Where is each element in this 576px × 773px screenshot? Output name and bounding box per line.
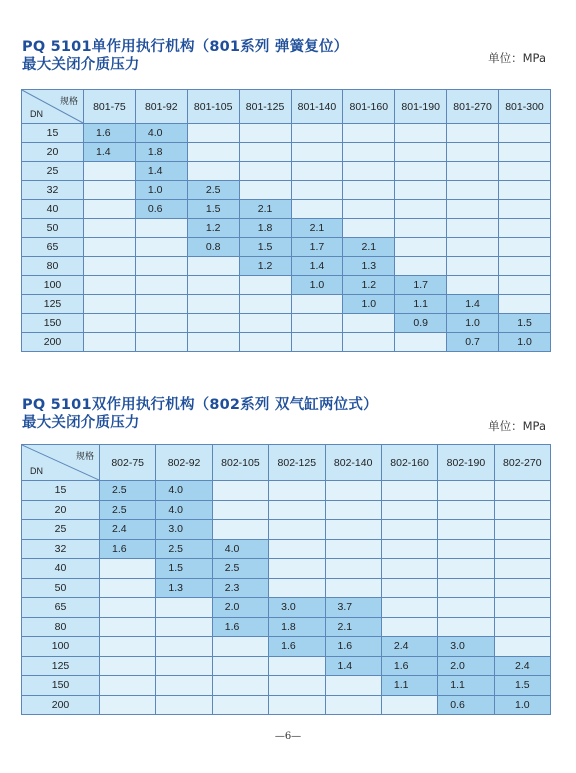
- pressure-cell: 0.6: [438, 695, 494, 715]
- pressure-cell: [187, 124, 239, 143]
- table-row: [22, 276, 551, 295]
- pressure-cell: 1.5: [499, 314, 551, 333]
- column-header: 802-140: [325, 445, 381, 481]
- pressure-cell: [187, 276, 239, 295]
- pressure-cell: 1.5: [156, 559, 212, 579]
- pressure-cell: 3.0: [269, 598, 325, 618]
- pressure-cell: [395, 238, 447, 257]
- pressure-cell: 1.3: [156, 578, 212, 598]
- pressure-cell: [135, 238, 187, 257]
- pressure-cell: 2.0: [438, 656, 494, 676]
- pressure-cell: 1.4: [291, 257, 343, 276]
- dn-cell: 125: [22, 656, 100, 676]
- column-header: 802-105: [212, 445, 268, 481]
- table-header-row: [22, 90, 551, 124]
- pressure-cell: [135, 219, 187, 238]
- pressure-cell: [447, 143, 499, 162]
- pressure-cell: 1.2: [187, 219, 239, 238]
- pressure-cell: [447, 124, 499, 143]
- pressure-cell: [269, 520, 325, 540]
- pressure-cell: [494, 598, 550, 618]
- pressure-cell: [325, 539, 381, 559]
- pressure-cell: [343, 162, 395, 181]
- pressure-cell: [135, 314, 187, 333]
- section2-pressure-table: [21, 444, 551, 715]
- pressure-cell: [499, 200, 551, 219]
- pressure-cell: [84, 295, 136, 314]
- pressure-cell: [212, 500, 268, 520]
- pressure-cell: [100, 598, 156, 618]
- corner-spec-label: 规格: [75, 451, 94, 461]
- pressure-cell: [84, 333, 136, 352]
- column-header: 802-160: [381, 445, 437, 481]
- pressure-cell: [269, 539, 325, 559]
- table-row: [22, 617, 551, 637]
- page-number: —6—: [274, 731, 302, 742]
- table-row: [22, 656, 551, 676]
- pressure-cell: [100, 637, 156, 657]
- pressure-cell: [269, 676, 325, 696]
- table-row: [22, 200, 551, 219]
- pressure-cell: [84, 238, 136, 257]
- pressure-cell: [187, 314, 239, 333]
- pressure-cell: [499, 143, 551, 162]
- pressure-cell: [156, 695, 212, 715]
- column-header: 801-300: [499, 90, 551, 124]
- pressure-cell: 2.5: [156, 539, 212, 559]
- pressure-cell: [291, 181, 343, 200]
- pressure-cell: [239, 162, 291, 181]
- pressure-cell: [156, 637, 212, 657]
- column-header: 801-140: [291, 90, 343, 124]
- pressure-cell: 2.4: [100, 520, 156, 540]
- pressure-cell: [325, 559, 381, 579]
- pressure-cell: [135, 276, 187, 295]
- pressure-cell: 1.0: [447, 314, 499, 333]
- pressure-cell: [395, 200, 447, 219]
- section1-title-line1: PQ 5101单作用执行机构（801系列 弹簧复位）: [22, 39, 349, 55]
- pressure-cell: [447, 219, 499, 238]
- pressure-cell: 1.1: [438, 676, 494, 696]
- pressure-cell: [499, 124, 551, 143]
- pressure-cell: [499, 181, 551, 200]
- pressure-cell: [381, 598, 437, 618]
- dn-cell: 150: [22, 676, 100, 696]
- pressure-cell: [239, 143, 291, 162]
- pressure-cell: [239, 314, 291, 333]
- table-row: [22, 539, 551, 559]
- section2-title-line2: 最大关闭介质压力: [22, 415, 140, 431]
- dn-cell: 25: [22, 520, 100, 540]
- pressure-cell: [381, 578, 437, 598]
- table-row: [22, 219, 551, 238]
- pressure-cell: 1.3: [343, 257, 395, 276]
- dn-cell: 32: [22, 539, 100, 559]
- pressure-cell: 1.2: [239, 257, 291, 276]
- corner-header-cell: [22, 445, 100, 481]
- column-header: 802-125: [269, 445, 325, 481]
- pressure-cell: [325, 481, 381, 501]
- pressure-cell: [239, 333, 291, 352]
- pressure-cell: [156, 598, 212, 618]
- pressure-cell: 2.0: [212, 598, 268, 618]
- column-header: 801-190: [395, 90, 447, 124]
- pressure-cell: [494, 559, 550, 579]
- pressure-cell: [499, 238, 551, 257]
- pressure-cell: [447, 257, 499, 276]
- pressure-cell: [212, 695, 268, 715]
- pressure-cell: [239, 124, 291, 143]
- dn-cell: 50: [22, 578, 100, 598]
- pressure-cell: 1.8: [135, 143, 187, 162]
- table-row: [22, 333, 551, 352]
- pressure-cell: 0.6: [135, 200, 187, 219]
- pressure-cell: [343, 333, 395, 352]
- table-row: [22, 314, 551, 333]
- pressure-cell: [291, 314, 343, 333]
- pressure-cell: [187, 143, 239, 162]
- pressure-cell: [291, 124, 343, 143]
- pressure-cell: 1.7: [395, 276, 447, 295]
- table-row: [22, 676, 551, 696]
- pressure-cell: 1.4: [135, 162, 187, 181]
- pressure-cell: [325, 676, 381, 696]
- pressure-cell: 1.6: [325, 637, 381, 657]
- pressure-cell: [84, 314, 136, 333]
- pressure-cell: [84, 219, 136, 238]
- pressure-cell: [291, 295, 343, 314]
- pressure-cell: [494, 578, 550, 598]
- pressure-cell: 4.0: [156, 500, 212, 520]
- pressure-cell: 0.7: [447, 333, 499, 352]
- pressure-cell: [325, 500, 381, 520]
- pressure-cell: 1.7: [291, 238, 343, 257]
- table-row: [22, 181, 551, 200]
- pressure-cell: 1.5: [187, 200, 239, 219]
- pressure-cell: [343, 200, 395, 219]
- dn-cell: 80: [22, 257, 84, 276]
- pressure-cell: [291, 162, 343, 181]
- pressure-cell: [269, 481, 325, 501]
- pressure-cell: [494, 520, 550, 540]
- pressure-cell: 0.9: [395, 314, 447, 333]
- pressure-cell: 1.5: [494, 676, 550, 696]
- pressure-cell: [494, 500, 550, 520]
- pressure-cell: [100, 656, 156, 676]
- section2-unit: 单位：MPa: [488, 419, 546, 433]
- pressure-cell: [239, 276, 291, 295]
- section2-title-line1: PQ 5101双作用执行机构（802系列 双气缸两位式）: [22, 397, 378, 413]
- table-header-row: [22, 445, 551, 481]
- table-row: [22, 578, 551, 598]
- dn-cell: 200: [22, 695, 100, 715]
- pressure-cell: 1.0: [135, 181, 187, 200]
- pressure-cell: [395, 124, 447, 143]
- corner-dn-label: DN: [30, 466, 43, 476]
- pressure-cell: [291, 200, 343, 219]
- pressure-cell: 1.0: [499, 333, 551, 352]
- table-row: [22, 257, 551, 276]
- pressure-cell: 2.4: [494, 656, 550, 676]
- pressure-cell: 1.0: [291, 276, 343, 295]
- pressure-cell: 2.5: [100, 500, 156, 520]
- pressure-cell: [343, 181, 395, 200]
- pressure-cell: [438, 617, 494, 637]
- pressure-cell: 1.6: [100, 539, 156, 559]
- pressure-cell: [381, 559, 437, 579]
- pressure-cell: [212, 637, 268, 657]
- pressure-cell: [291, 333, 343, 352]
- pressure-cell: [84, 200, 136, 219]
- pressure-cell: [494, 539, 550, 559]
- dn-cell: 25: [22, 162, 84, 181]
- pressure-cell: 1.8: [269, 617, 325, 637]
- pressure-cell: [84, 162, 136, 181]
- column-header: 801-105: [187, 90, 239, 124]
- pressure-cell: [135, 333, 187, 352]
- dn-cell: 50: [22, 219, 84, 238]
- pressure-cell: [381, 481, 437, 501]
- pressure-cell: [438, 598, 494, 618]
- table-row: [22, 162, 551, 181]
- pressure-cell: [212, 656, 268, 676]
- column-header: 801-75: [84, 90, 136, 124]
- pressure-cell: [100, 695, 156, 715]
- dn-cell: 65: [22, 238, 84, 257]
- column-header: 802-75: [100, 445, 156, 481]
- pressure-cell: [447, 200, 499, 219]
- pressure-cell: [381, 617, 437, 637]
- pressure-cell: 1.0: [494, 695, 550, 715]
- pressure-cell: 2.1: [239, 200, 291, 219]
- pressure-cell: 0.8: [187, 238, 239, 257]
- pressure-cell: [343, 314, 395, 333]
- table-row: [22, 481, 551, 501]
- pressure-cell: [395, 162, 447, 181]
- pressure-cell: [499, 276, 551, 295]
- pressure-cell: [447, 162, 499, 181]
- pressure-cell: [499, 257, 551, 276]
- pressure-cell: [381, 695, 437, 715]
- pressure-cell: 2.5: [100, 481, 156, 501]
- pressure-cell: [84, 257, 136, 276]
- section1-unit: 单位：MPa: [488, 51, 546, 65]
- pressure-cell: [269, 559, 325, 579]
- pressure-cell: [100, 676, 156, 696]
- pressure-cell: 1.6: [84, 124, 136, 143]
- pressure-cell: [100, 617, 156, 637]
- column-header: 801-92: [135, 90, 187, 124]
- pressure-cell: [187, 257, 239, 276]
- pressure-cell: [239, 181, 291, 200]
- dn-cell: 40: [22, 559, 100, 579]
- pressure-cell: [325, 578, 381, 598]
- pressure-cell: [212, 676, 268, 696]
- pressure-cell: [494, 637, 550, 657]
- dn-cell: 200: [22, 333, 84, 352]
- pressure-cell: [269, 656, 325, 676]
- pressure-cell: [239, 295, 291, 314]
- pressure-cell: [381, 520, 437, 540]
- pressure-cell: 2.1: [325, 617, 381, 637]
- pressure-cell: [438, 559, 494, 579]
- dn-cell: 125: [22, 295, 84, 314]
- pressure-cell: [269, 500, 325, 520]
- pressure-cell: [156, 676, 212, 696]
- pressure-cell: 1.5: [239, 238, 291, 257]
- pressure-cell: [395, 181, 447, 200]
- column-header: 801-270: [447, 90, 499, 124]
- pressure-cell: 4.0: [156, 481, 212, 501]
- column-header: 802-190: [438, 445, 494, 481]
- section1-title-line2: 最大关闭介质压力: [22, 57, 140, 73]
- dn-cell: 150: [22, 314, 84, 333]
- pressure-cell: [447, 181, 499, 200]
- dn-cell: 80: [22, 617, 100, 637]
- column-header: 802-270: [494, 445, 550, 481]
- corner-header-cell: [22, 90, 84, 124]
- pressure-cell: [395, 143, 447, 162]
- pressure-cell: 3.7: [325, 598, 381, 618]
- table-row: [22, 295, 551, 314]
- pressure-cell: [269, 578, 325, 598]
- pressure-cell: [438, 481, 494, 501]
- pressure-cell: [438, 520, 494, 540]
- table-row: [22, 124, 551, 143]
- pressure-cell: [84, 276, 136, 295]
- column-header: 802-92: [156, 445, 212, 481]
- pressure-cell: 4.0: [135, 124, 187, 143]
- table-row: [22, 637, 551, 657]
- pressure-cell: [447, 276, 499, 295]
- pressure-cell: 2.3: [212, 578, 268, 598]
- dn-cell: 65: [22, 598, 100, 618]
- table-row: [22, 598, 551, 618]
- pressure-cell: [343, 124, 395, 143]
- pressure-cell: [499, 295, 551, 314]
- pressure-cell: [156, 656, 212, 676]
- table-row: [22, 500, 551, 520]
- pressure-cell: [395, 219, 447, 238]
- dn-cell: 32: [22, 181, 84, 200]
- pressure-cell: 2.4: [381, 637, 437, 657]
- pressure-cell: 2.1: [291, 219, 343, 238]
- pressure-cell: 3.0: [156, 520, 212, 540]
- pressure-cell: 3.0: [438, 637, 494, 657]
- pressure-cell: [291, 143, 343, 162]
- pressure-cell: [395, 257, 447, 276]
- pressure-cell: [447, 238, 499, 257]
- dn-cell: 15: [22, 124, 84, 143]
- pressure-cell: [135, 295, 187, 314]
- pressure-cell: 1.0: [343, 295, 395, 314]
- column-header: 801-160: [343, 90, 395, 124]
- pressure-cell: [187, 333, 239, 352]
- table-row: [22, 520, 551, 540]
- pressure-cell: [494, 617, 550, 637]
- dn-cell: 100: [22, 276, 84, 295]
- pressure-cell: 2.5: [212, 559, 268, 579]
- pressure-cell: 1.6: [381, 656, 437, 676]
- dn-cell: 15: [22, 481, 100, 501]
- corner-spec-label: 规格: [59, 96, 78, 106]
- section1-pressure-table: [21, 89, 551, 352]
- pressure-cell: [187, 162, 239, 181]
- pressure-cell: 1.1: [381, 676, 437, 696]
- pressure-cell: [325, 520, 381, 540]
- pressure-cell: [135, 257, 187, 276]
- dn-cell: 40: [22, 200, 84, 219]
- pressure-cell: [499, 219, 551, 238]
- pressure-cell: [343, 143, 395, 162]
- pressure-cell: 1.4: [84, 143, 136, 162]
- pressure-cell: [438, 500, 494, 520]
- corner-dn-label: DN: [30, 109, 43, 119]
- pressure-cell: [438, 578, 494, 598]
- pressure-cell: 1.1: [395, 295, 447, 314]
- pressure-cell: [395, 333, 447, 352]
- pressure-cell: [325, 695, 381, 715]
- pressure-cell: 1.2: [343, 276, 395, 295]
- pressure-cell: 4.0: [212, 539, 268, 559]
- pressure-cell: [212, 481, 268, 501]
- table-row: [22, 695, 551, 715]
- pressure-cell: 1.4: [325, 656, 381, 676]
- pressure-cell: [156, 617, 212, 637]
- column-header: 801-125: [239, 90, 291, 124]
- pressure-cell: [100, 559, 156, 579]
- pressure-cell: [381, 539, 437, 559]
- pressure-cell: [494, 481, 550, 501]
- dn-cell: 20: [22, 500, 100, 520]
- pressure-cell: 2.5: [187, 181, 239, 200]
- table-row: [22, 238, 551, 257]
- pressure-cell: [438, 539, 494, 559]
- pressure-cell: 2.1: [343, 238, 395, 257]
- dn-cell: 100: [22, 637, 100, 657]
- pressure-cell: [269, 695, 325, 715]
- pressure-cell: 1.8: [239, 219, 291, 238]
- pressure-cell: 1.6: [269, 637, 325, 657]
- pressure-cell: [343, 219, 395, 238]
- pressure-cell: 1.6: [212, 617, 268, 637]
- table-row: [22, 559, 551, 579]
- pressure-cell: [212, 520, 268, 540]
- dn-cell: 20: [22, 143, 84, 162]
- pressure-cell: [100, 578, 156, 598]
- pressure-cell: [381, 500, 437, 520]
- table-row: [22, 143, 551, 162]
- pressure-cell: 1.4: [447, 295, 499, 314]
- pressure-cell: [499, 162, 551, 181]
- pressure-cell: [84, 181, 136, 200]
- pressure-cell: [187, 295, 239, 314]
